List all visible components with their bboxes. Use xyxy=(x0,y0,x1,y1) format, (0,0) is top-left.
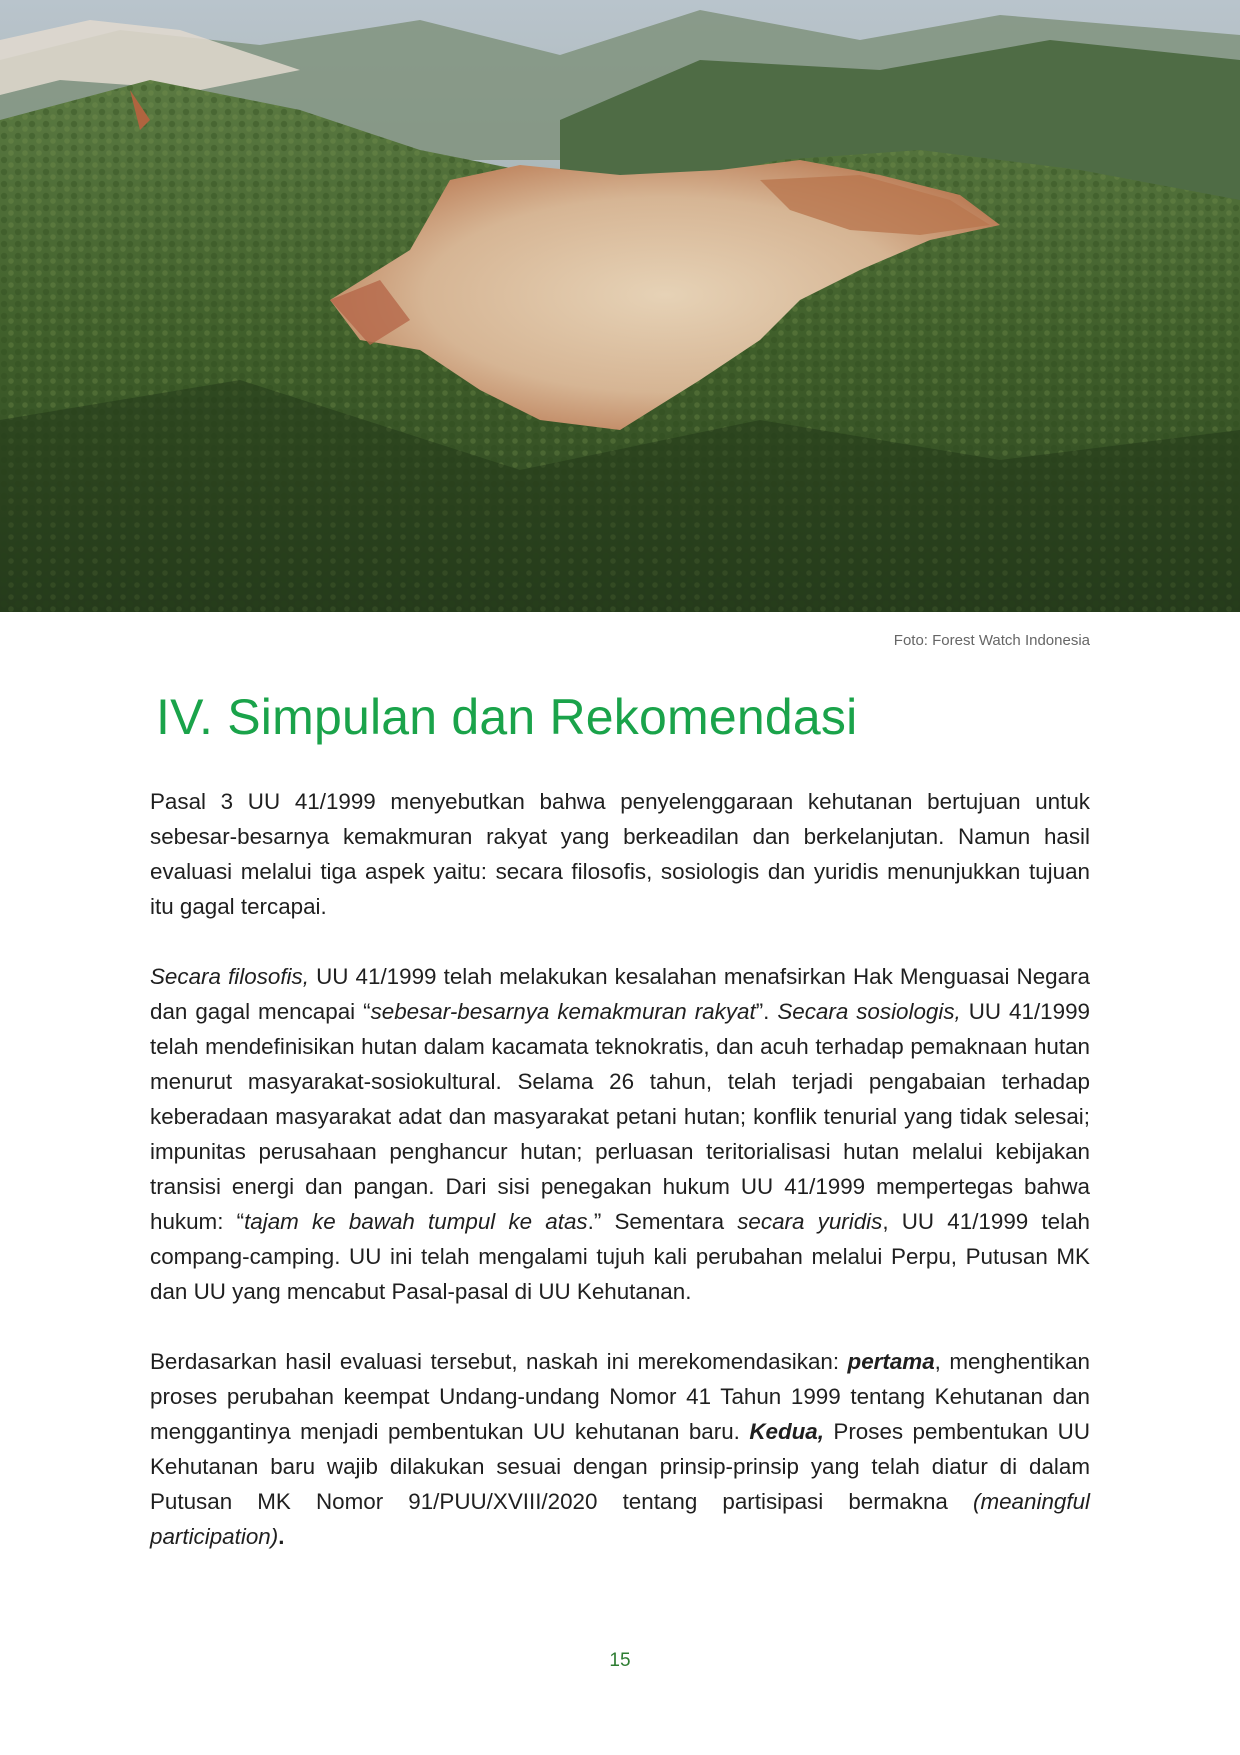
emphasis-meaningful: (meaningful participation) xyxy=(150,1489,1090,1549)
emphasis-filosofis: Secara filosofis, xyxy=(150,964,309,989)
emphasis-quote: sebesar-besarnya kemakmuran rakyat xyxy=(370,999,756,1024)
emphasis-pertama xyxy=(848,1349,935,1374)
text-run: , menghentikan proses perubahan keempat Undang-undang Nomor 41 Tahun 1999 tentang Kehutanan dan menggantinya menjadi pembentukan UU kehutanan baru. xyxy=(150,1349,1090,1444)
text-run: UU 41/1999 telah mendefinisikan hutan dalam kacamata teknokratis, dan acuh terhadap pemaknaan hutan menurut masyarakat-sosiokultural. Selama 26 tahun, telah terjadi pengabaian terhadap keberadaan masyarakat adat dan masyarakat petani hutan; konflik tenurial yang tidak selesai; impunitas perusahaan penghancur hutan; perluasan teritorialisasi hutan melalui kebijakan transisi energi dan pangan. Dari sisi penegakan hukum UU 41/1999 mempertegas bahwa hukum: “ xyxy=(150,999,1090,1234)
emphasis-kedua xyxy=(749,1419,824,1444)
paragraph-1: Pasal 3 UU 41/1999 menyebutkan bahwa penyelenggaraan kehutanan bertujuan untuk sebesar-besarnya kemakmuran rakyat yang berkeadilan dan berkelanjutan. Namun hasil evaluasi melalui tiga aspek yaitu: secara filosofis, sosiologis dan yuridis menunjukkan tujuan itu gagal tercapai. xyxy=(150,789,1090,919)
photo-caption: Foto: Forest Watch Indonesia xyxy=(893,632,1090,649)
section-heading: IV. Simpulan dan Rekomendasi xyxy=(156,689,858,745)
emphasis-sosiologis: Secara sosiologis, xyxy=(777,999,961,1024)
text-run: UU 41/1999 telah melakukan kesalahan menafsirkan Hak Menguasai Negara dan gagal mencapai “ xyxy=(150,964,1090,1024)
header-photo xyxy=(0,0,1240,612)
emphasis-kedua-text: Kedua, xyxy=(749,1419,824,1444)
emphasis-pertama-text: pertama xyxy=(847,1349,935,1374)
page-number: 15 xyxy=(609,1650,631,1671)
text-run: ”. xyxy=(755,999,778,1024)
emphasis-yuridis: secara yuridis xyxy=(737,1209,883,1234)
text-run: Berdasarkan hasil evaluasi tersebut, naskah ini merekomendasikan: xyxy=(150,1349,848,1374)
final-period: . xyxy=(278,1524,285,1549)
text-run: .” Sementara xyxy=(587,1209,738,1234)
text-run: , UU 41/1999 telah compang-camping. UU ini telah mengalami tujuh kali perubahan melalui Perpu, Putusan MK dan UU yang mencabut Pasal-pasal di UU Kehutanan. xyxy=(150,1209,1090,1304)
paragraph-3 xyxy=(150,1344,1090,1554)
emphasis-quote: tajam ke bawah tumpul ke atas xyxy=(244,1209,588,1234)
paragraph-2 xyxy=(150,959,1090,1309)
text-run: Proses pembentukan UU Kehutanan baru wajib dilakukan sesuai dengan prinsip-prinsip yang telah diatur di dalam Putusan MK Nomor 91/PUU/XVIII/2020 tentang partisipasi bermakna xyxy=(150,1419,1090,1514)
body-text xyxy=(150,784,1090,1589)
aerial-landscape-image xyxy=(0,0,1240,612)
